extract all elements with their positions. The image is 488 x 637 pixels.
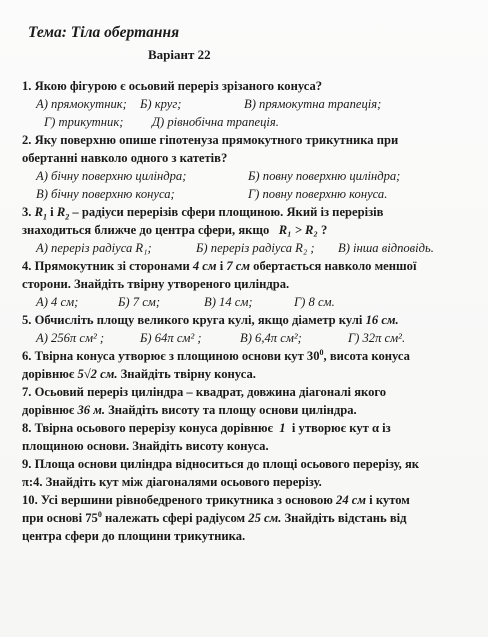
question-4-line-2: сторони. Знайдіть твірну утвореного циліндра.: [22, 277, 290, 291]
option-e: Д) рівнобічна трапеція.: [152, 115, 279, 129]
option-a: А) 4 см;: [36, 295, 79, 309]
question-1-options-row2: [22, 113, 474, 131]
question-7-line-2: дорівнює 36 м. Знайдіть висоту та площу основи циліндра.: [22, 403, 357, 417]
option-b: Б) переріз радіуса R₂ ;: [196, 241, 315, 255]
question-10-line-3: центра сфери до площини трикутника.: [22, 529, 246, 543]
option-c: В) прямокутна трапеція;: [244, 97, 382, 111]
option-c: В) бічну поверхню конуса;: [36, 187, 175, 201]
option-b: Б) 64π см² ;: [140, 331, 202, 345]
option-b: Б) повну поверхню циліндра;: [248, 169, 401, 183]
option-b: Б) круг;: [140, 97, 182, 111]
question-4-options: [22, 293, 474, 311]
question-6-line-2: дорівнює 5√2 см. Знайдіть твірну конуса.: [22, 367, 256, 381]
option-a: А) переріз радіуса R₁;: [36, 241, 152, 255]
question-6-line-1: 6. Твірна конуса утворює з площиною основи кут $30^0$, висота конуса: [22, 347, 410, 363]
question-9-line-1: 9. Площа основи циліндра відноситься до площі осьового перерізу, як: [22, 457, 420, 471]
option-d: Г) трикутник;: [44, 115, 124, 129]
variant-label: Варіант 22: [148, 47, 211, 62]
question-8-line-2: площиною основи. Знайдіть висоту конуса.: [22, 439, 269, 453]
question-3-options: [22, 239, 474, 257]
question-3-line-2: знаходиться ближче до центра сфери, якщо R₁ > R₂ ?: [22, 223, 328, 237]
question-3-line-1: 3. $R_1$ і $R_2$ – радіуси перерізів сфери площиною. Який із перерізів: [22, 205, 384, 222]
option-c: В) 6,4π см²;: [240, 331, 302, 345]
option-a: А) бічну поверхню циліндра;: [36, 169, 187, 183]
question-1-options: [22, 95, 474, 113]
question-list: [22, 77, 474, 545]
question-2-line-1: 2. Яку поверхню опише гіпотенуза прямокутного трикутника при: [22, 133, 399, 147]
question-2-options-row2: [22, 185, 474, 203]
question-2-line-2: обертанні навколо одного з катетів?: [22, 151, 228, 165]
topic-title: Тема: Тіла обертання: [28, 24, 180, 41]
question-5: 5. Обчисліть площу великого круга кулі, якщо діаметр кулі 16 см.: [22, 313, 399, 327]
condition-formula: R₁ > R₂: [278, 223, 318, 237]
option-c: В) інша відповідь.: [338, 241, 434, 255]
option-d: Г) 8 см.: [294, 295, 335, 309]
question-8-line-1: 8. Твірна осьового перерізу конуса дорівнює 1 і утворює кут α із: [22, 421, 391, 435]
question-10-line-1: 10. Усі вершини рівнобедреного трикутника з основою 24 см і кутом: [22, 493, 410, 507]
option-a: А) 256π см² ;: [36, 331, 105, 345]
option-a: А) прямокутник;: [36, 97, 127, 111]
question-1: 1. Якою фігурою є осьовий переріз зрізаного конуса?: [22, 79, 323, 93]
question-2-options: [22, 167, 474, 185]
option-d: Г) 32π см².: [348, 331, 406, 345]
option-d: Г) повну поверхню конуса.: [248, 187, 388, 201]
option-b: Б) 7 см;: [118, 295, 161, 309]
option-c: В) 14 см;: [204, 295, 253, 309]
question-7-line-1: 7. Осьовий переріз циліндра – квадрат, довжина діагоналі якого: [22, 385, 387, 399]
question-10-line-2: при основі $75^0$ належать сфері радіусом 25 см. Знайдіть відстань від: [22, 509, 407, 525]
question-9-line-2: π:4. Знайдіть кут між діагоналями осьового перерізу.: [22, 475, 322, 489]
question-4-line-1: 4. Прямокутник зі сторонами 4 см і 7 см обертається навколо меншої: [22, 259, 417, 273]
height-value: 5√2 см.: [77, 367, 118, 381]
question-5-options: [22, 329, 474, 347]
